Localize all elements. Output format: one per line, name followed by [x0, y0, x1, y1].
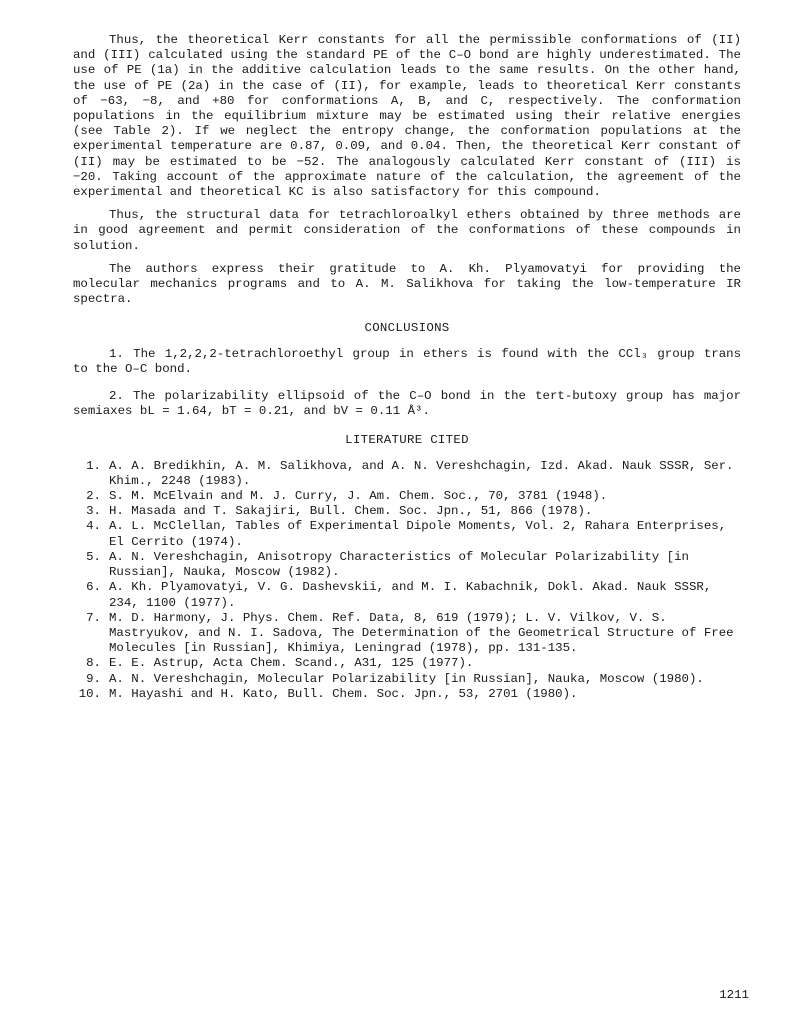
- reference-number: 1.: [86, 458, 101, 473]
- reference-item: [73, 611, 741, 657]
- conclusion-item-2: 2. The polarizability ellipsoid of the C–O bond in the tert-butoxy group has major semiaxes bL = 1.64, bT = 0.21, and bV = 0.11 Å³.: [73, 389, 741, 419]
- reference-item: [73, 687, 741, 702]
- reference-item: [73, 489, 741, 504]
- reference-text: E. E. Astrup, Acta Chem. Scand., A31, 125 (1977).: [109, 656, 474, 671]
- reference-number: 3.: [86, 504, 101, 519]
- conclusion-item-1: 1. The 1,2,2,2-tetrachloroethyl group in ethers is found with the CCl₃ group trans to the O–C bond.: [73, 346, 741, 376]
- reference-number: 5.: [86, 549, 101, 564]
- reference-number: 4.: [86, 519, 101, 534]
- reference-number: 8.: [86, 656, 101, 671]
- reference-number: 6.: [86, 580, 101, 595]
- reference-text: A. Kh. Plyamovatyi, V. G. Dashevskii, and M. I. Kabachnik, Dokl. Akad. Nauk SSSR, 234, 1100 (1977).: [109, 580, 712, 610]
- reference-item: [73, 656, 741, 671]
- reference-text: M. Hayashi and H. Kato, Bull. Chem. Soc. Jpn., 53, 2701 (1980).: [109, 686, 578, 701]
- body-paragraph-acknowledgments: The authors express their gratitude to A. Kh. Plyamovatyi for providing the molecular mechanics programs and to A. M. Salikhova for taking the low-temperature IR spectra.: [73, 261, 741, 307]
- reference-item: [73, 672, 741, 687]
- reference-number: 2.: [86, 489, 101, 504]
- body-paragraph-structural-data: Thus, the structural data for tetrachloroalkyl ethers obtained by three methods are in good agreement and permit consideration of the conformations of these compounds in solution.: [73, 208, 741, 253]
- reference-number: 9.: [86, 671, 101, 686]
- reference-text: M. D. Harmony, J. Phys. Chem. Ref. Data, 8, 619 (1979); L. V. Vilkov, V. S. Mastryukov, and N. I. Sadova, The Determination of the Geometrical Structure of Free Molecules [in Russian], Khimiya, Leningrad (1978), pp. 131-135.: [109, 610, 734, 656]
- reference-item: [73, 580, 741, 610]
- page-number: 1211: [719, 988, 749, 1002]
- reference-text: A. L. McClellan, Tables of Experimental Dipole Moments, Vol. 2, Rahara Enterprises, El Cerrito (1974).: [109, 519, 727, 549]
- reference-item: [73, 519, 741, 549]
- reference-list: [73, 459, 741, 702]
- reference-text: A. N. Vereshchagin, Molecular Polarizability [in Russian], Nauka, Moscow (1980).: [109, 671, 704, 686]
- reference-text: H. Masada and T. Sakajiri, Bull. Chem. Soc. Jpn., 51, 866 (1978).: [109, 504, 593, 519]
- reference-item: [73, 504, 741, 519]
- reference-text: A. N. Vereshchagin, Anisotropy Characteristics of Molecular Polarizability [in Russian], Nauka, Moscow (1982).: [109, 549, 689, 580]
- reference-item: [73, 550, 741, 580]
- reference-text: S. M. McElvain and M. J. Curry, J. Am. Chem. Soc., 70, 3781 (1948).: [109, 489, 608, 504]
- reference-number: 7.: [86, 610, 101, 625]
- literature-heading: LITERATURE CITED: [345, 433, 469, 448]
- reference-number: 10.: [78, 686, 101, 701]
- body-paragraph-kerr-constants: Thus, the theoretical Kerr constants for all the permissible conformations of (II) and (III) calculated using the standard PE of the C–O bond are highly underestimated. The use of PE (1a) in the additive calculation leads to the same results. On the other hand, the use of PE (2a) in the case of (II), for example, leads to theoretical Kerr constants of −63, −8, and +80 for conformations A, B, and C, respectively. The conformation populations in the equilibrium mixture may be estimated using their relative energies (see Table 2). If we neglect the entropy change, the conformation populations at the experimental temperature are 0.87, 0.09, and 0.04. Then, the theoretical Kerr constant of (II) may be estimated to be −52. The analogously calculated Kerr constant of (III) is −20. Taking account of the approximate nature of the calculation, the agreement of the experimental and theoretical KC is also satisfactory for this compound.: [73, 33, 741, 200]
- conclusions-heading: CONCLUSIONS: [364, 321, 450, 336]
- reference-item: [73, 459, 741, 489]
- reference-text: A. A. Bredikhin, A. M. Salikhova, and A. N. Vereshchagin, Izd. Akad. Nauk SSSR, Ser. Khim., 2248 (1983).: [109, 458, 734, 488]
- page-content: [73, 33, 741, 702]
